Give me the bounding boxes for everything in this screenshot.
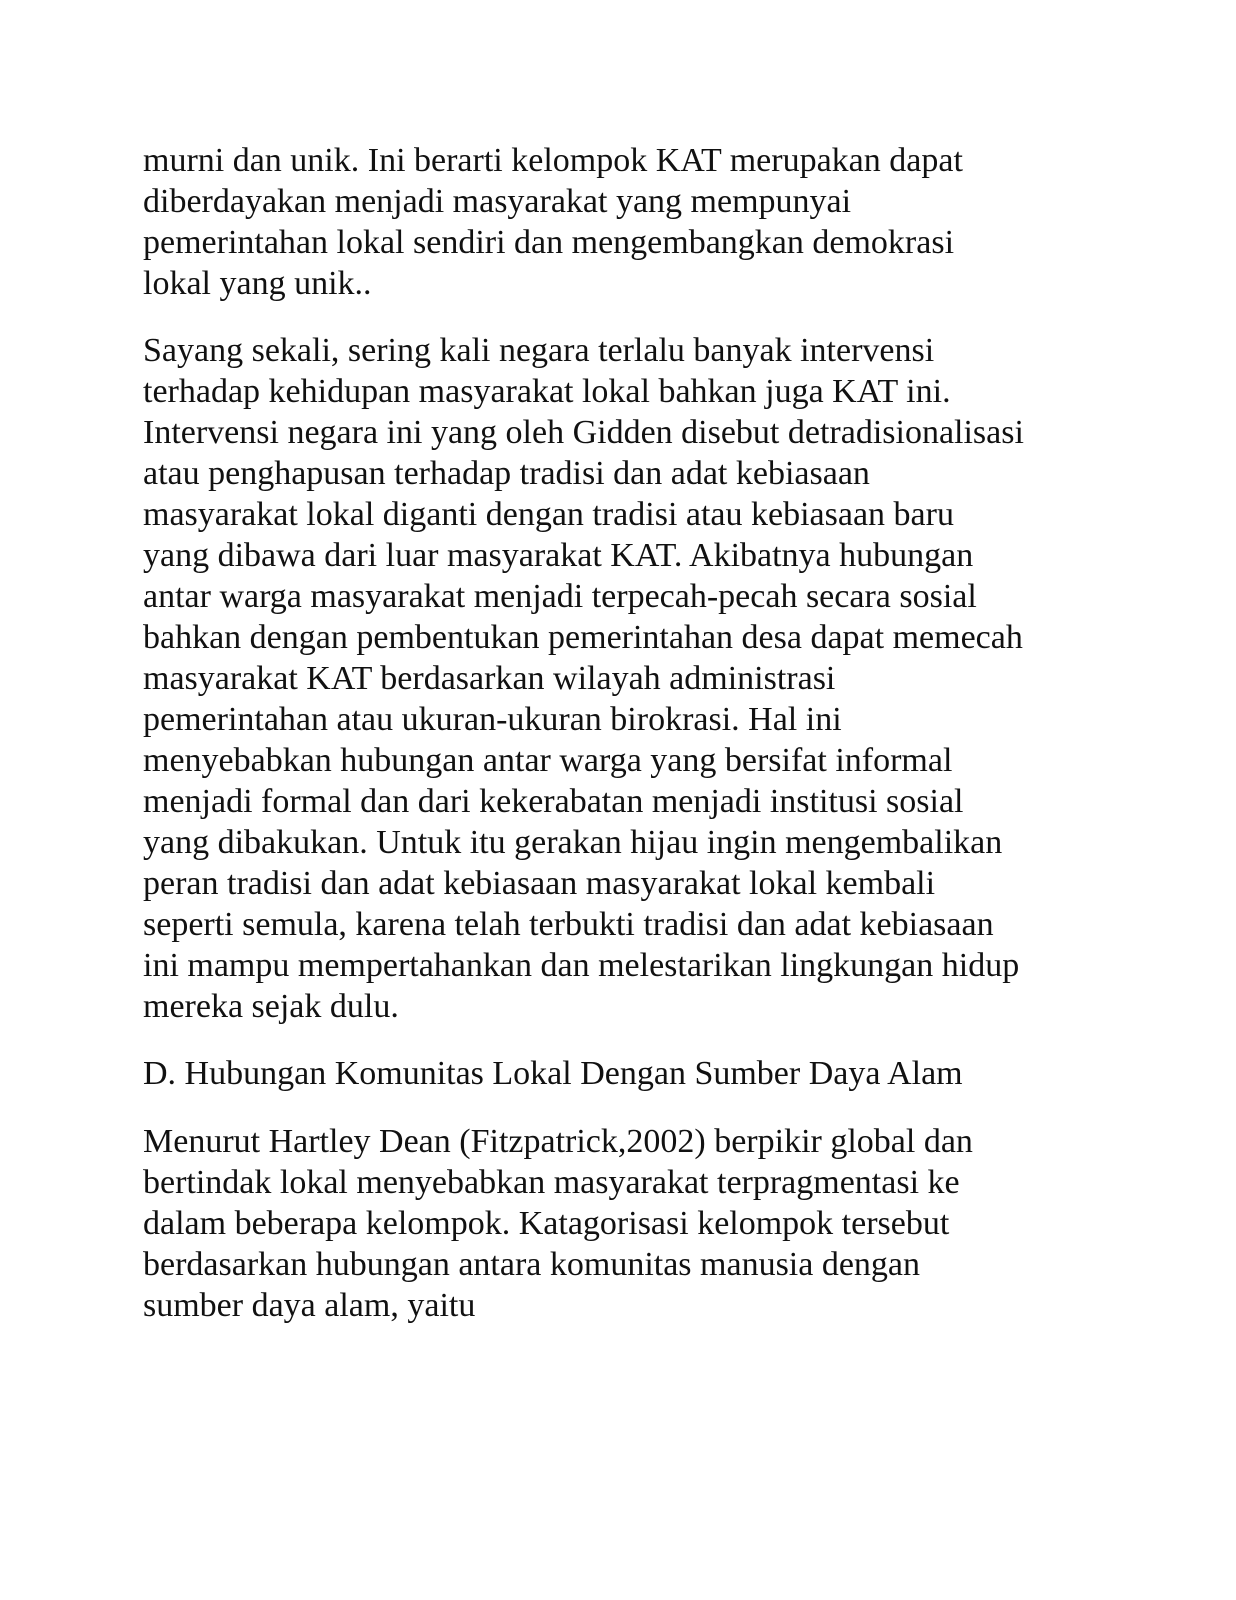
text-line: menyebabkan hubungan antar warga yang bersifat informal bbox=[143, 742, 953, 779]
text-line: bertindak lokal menyebabkan masyarakat terpragmentasi ke bbox=[143, 1164, 960, 1201]
text-line: peran tradisi dan adat kebiasaan masyarakat lokal kembali bbox=[143, 865, 936, 902]
text-line: yang dibakukan. Untuk itu gerakan hijau ingin mengembalikan bbox=[143, 824, 1003, 861]
text-line: Menurut Hartley Dean (Fitzpatrick,2002) berpikir global dan bbox=[143, 1123, 973, 1160]
text-line: dalam beberapa kelompok. Katagorisasi kelompok tersebut bbox=[143, 1205, 950, 1242]
paragraph-1 bbox=[143, 140, 1103, 304]
text-line: murni dan unik. Ini berarti kelompok KAT merupakan dapat bbox=[143, 142, 963, 179]
text-line: pemerintahan lokal sendiri dan mengembangkan demokrasi bbox=[143, 224, 955, 261]
text-line: masyarakat lokal diganti dengan tradisi atau kebiasaan baru bbox=[143, 496, 954, 533]
text-line: Sayang sekali, sering kali negara terlalu banyak intervensi bbox=[143, 332, 935, 369]
text-line: atau penghapusan terhadap tradisi dan adat kebiasaan bbox=[143, 455, 870, 492]
text-line: seperti semula, karena telah terbukti tradisi dan adat kebiasaan bbox=[143, 906, 994, 943]
section-heading: D. Hubungan Komunitas Lokal Dengan Sumber Daya Alam bbox=[143, 1055, 963, 1092]
text-line: ini mampu mempertahankan dan melestarikan lingkungan hidup bbox=[143, 947, 1020, 984]
text-line: diberdayakan menjadi masyarakat yang mempunyai bbox=[143, 183, 852, 220]
text-line: menjadi formal dan dari kekerabatan menjadi institusi sosial bbox=[143, 783, 964, 820]
text-line: sumber daya alam, yaitu bbox=[143, 1287, 476, 1324]
text-line: berdasarkan hubungan antara komunitas manusia dengan bbox=[143, 1246, 921, 1283]
text-line: terhadap kehidupan masyarakat lokal bahkan juga KAT ini. bbox=[143, 373, 951, 410]
text-line: Intervensi negara ini yang oleh Gidden disebut detradisionalisasi bbox=[143, 414, 1024, 451]
text-line: yang dibawa dari luar masyarakat KAT. Akibatnya hubungan bbox=[143, 537, 974, 574]
text-line: lokal yang unik.. bbox=[143, 265, 372, 302]
text-line: pemerintahan atau ukuran-ukuran birokrasi. Hal ini bbox=[143, 701, 842, 738]
text-line: antar warga masyarakat menjadi terpecah-pecah secara sosial bbox=[143, 578, 977, 615]
text-line: mereka sejak dulu. bbox=[143, 988, 399, 1025]
document-page bbox=[143, 140, 1103, 1352]
paragraph-3 bbox=[143, 1121, 1103, 1326]
text-line: masyarakat KAT berdasarkan wilayah administrasi bbox=[143, 660, 836, 697]
paragraph-2 bbox=[143, 330, 1103, 1027]
text-line: bahkan dengan pembentukan pemerintahan desa dapat memecah bbox=[143, 619, 1023, 656]
